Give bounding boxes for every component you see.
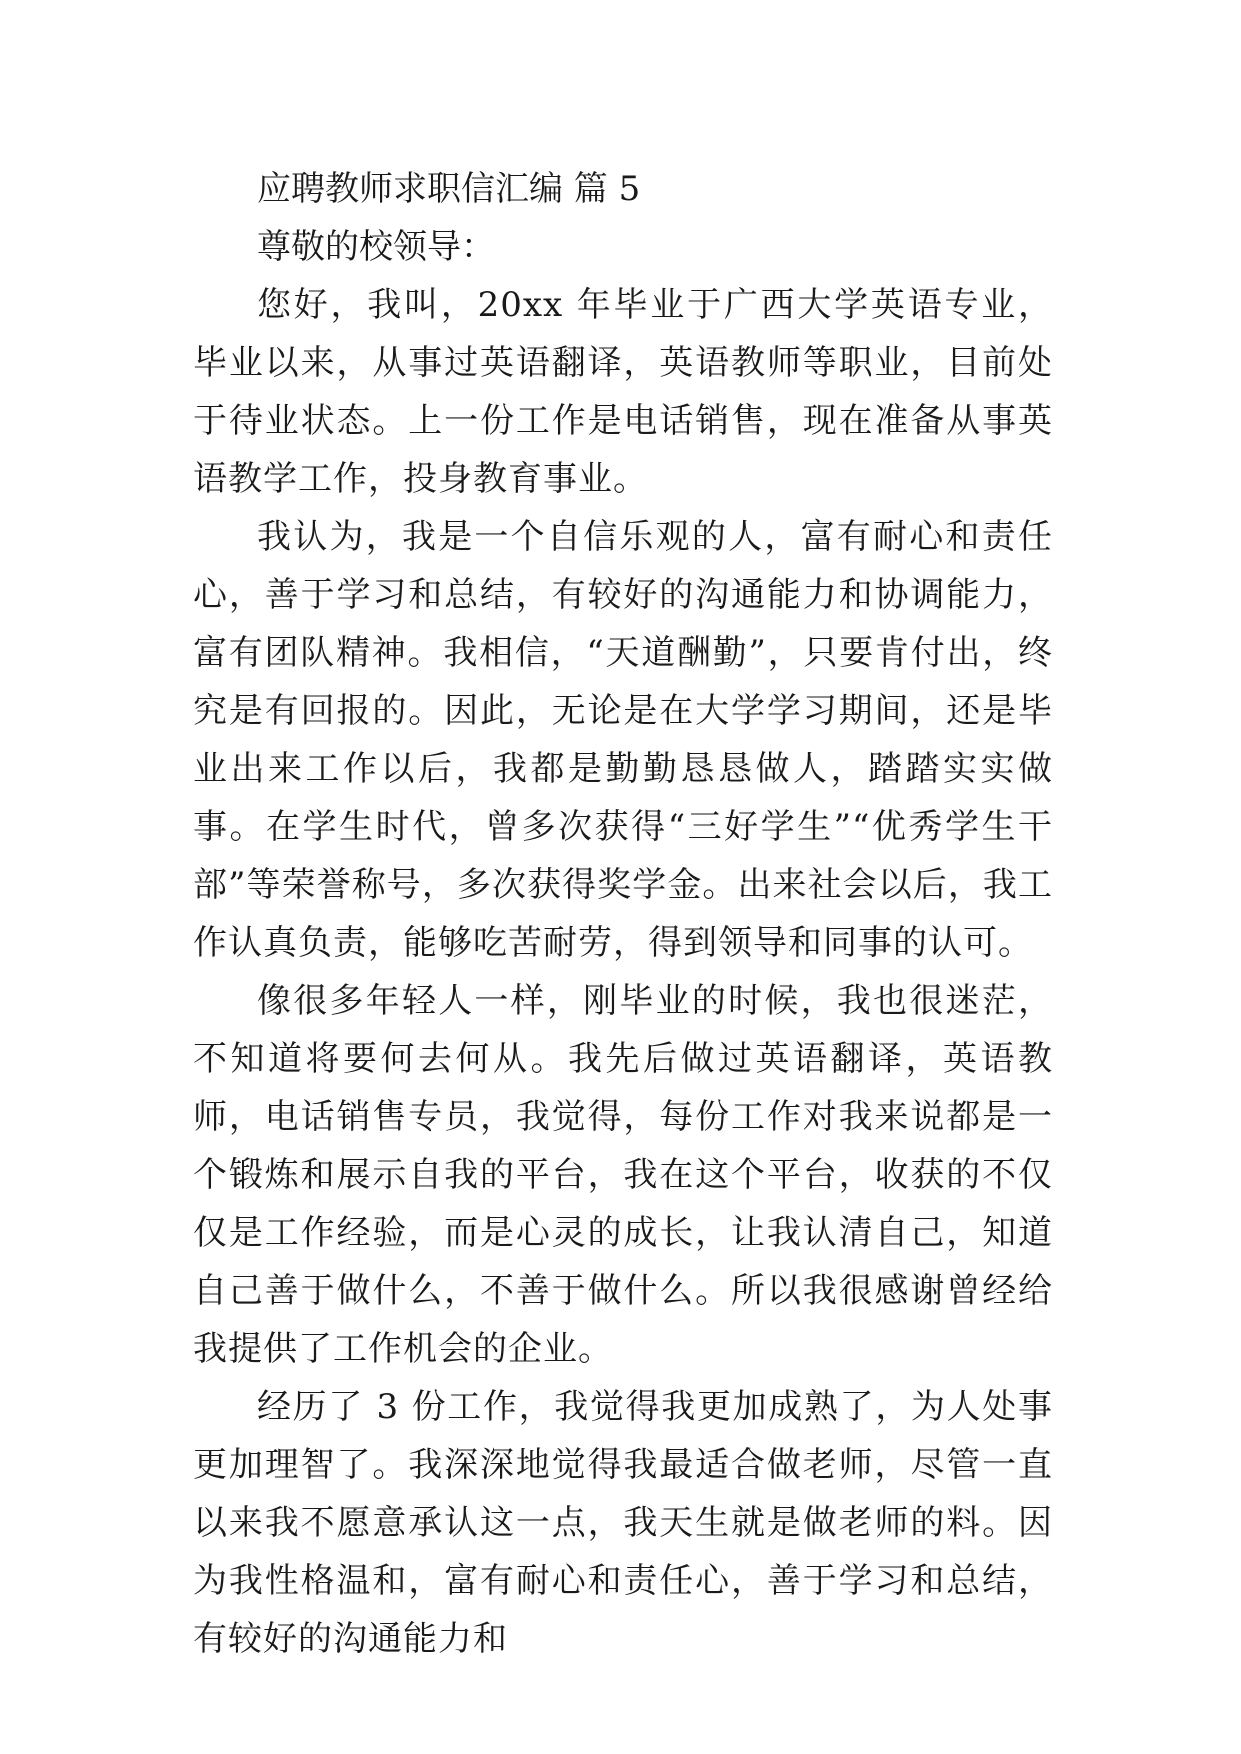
paragraph-intro: 您好，我叫，20xx 年毕业于广西大学英语专业，毕业以来，从事过英语翻译，英语教师等职业，目前处于待业状态。上一份工作是电话销售，现在准备从事英语教学工作，投身教育事业。 bbox=[193, 285, 1053, 499]
paragraph-self-assessment: 我认为，我是一个自信乐观的人，富有耐心和责任心，善于学习和总结，有较好的沟通能力和协调能力，富有团队精神。我相信，“天道酬勤”，只要肯付出，终究是有回报的。因此，无论是在大学学习期间，还是毕业出来工作以后，我都是勤勤恳恳做人，踏踏实实做事。在学生时代，曾多次获得“三好学生”“优秀学生干部”等荣誉称号，多次获得奖学金。出来社会以后，我工作认真负责，能够吃苦耐劳，得到领导和同事的认可。 bbox=[193, 517, 1053, 963]
salutation: 尊敬的校领导： bbox=[257, 227, 495, 267]
paragraph-experience: 像很多年轻人一样，刚毕业的时候，我也很迷茫，不知道将要何去何从。我先后做过英语翻译，英语教师，电话销售专员，我觉得，每份工作对我来说都是一个锻炼和展示自我的平台，我在这个平台，收获的不仅仅是工作经验，而是心灵的成长，让我认清自己，知道自己善于做什么，不善于做什么。所以我很感谢曾经给我提供了工作机会的企业。 bbox=[193, 981, 1053, 1369]
paragraph-conclusion: 经历了 3 份工作，我觉得我更加成熟了，为人处事更加理智了。我深深地觉得我最适合做老师，尽管一直以来我不愿意承认这一点，我天生就是做老师的料。因为我性格温和，富有耐心和责任心，善于学习和总结，有较好的沟通能力和 bbox=[193, 1387, 1053, 1659]
document-title: 应聘教师求职信汇编 篇 5 bbox=[257, 169, 641, 209]
document-page bbox=[193, 160, 1053, 1668]
